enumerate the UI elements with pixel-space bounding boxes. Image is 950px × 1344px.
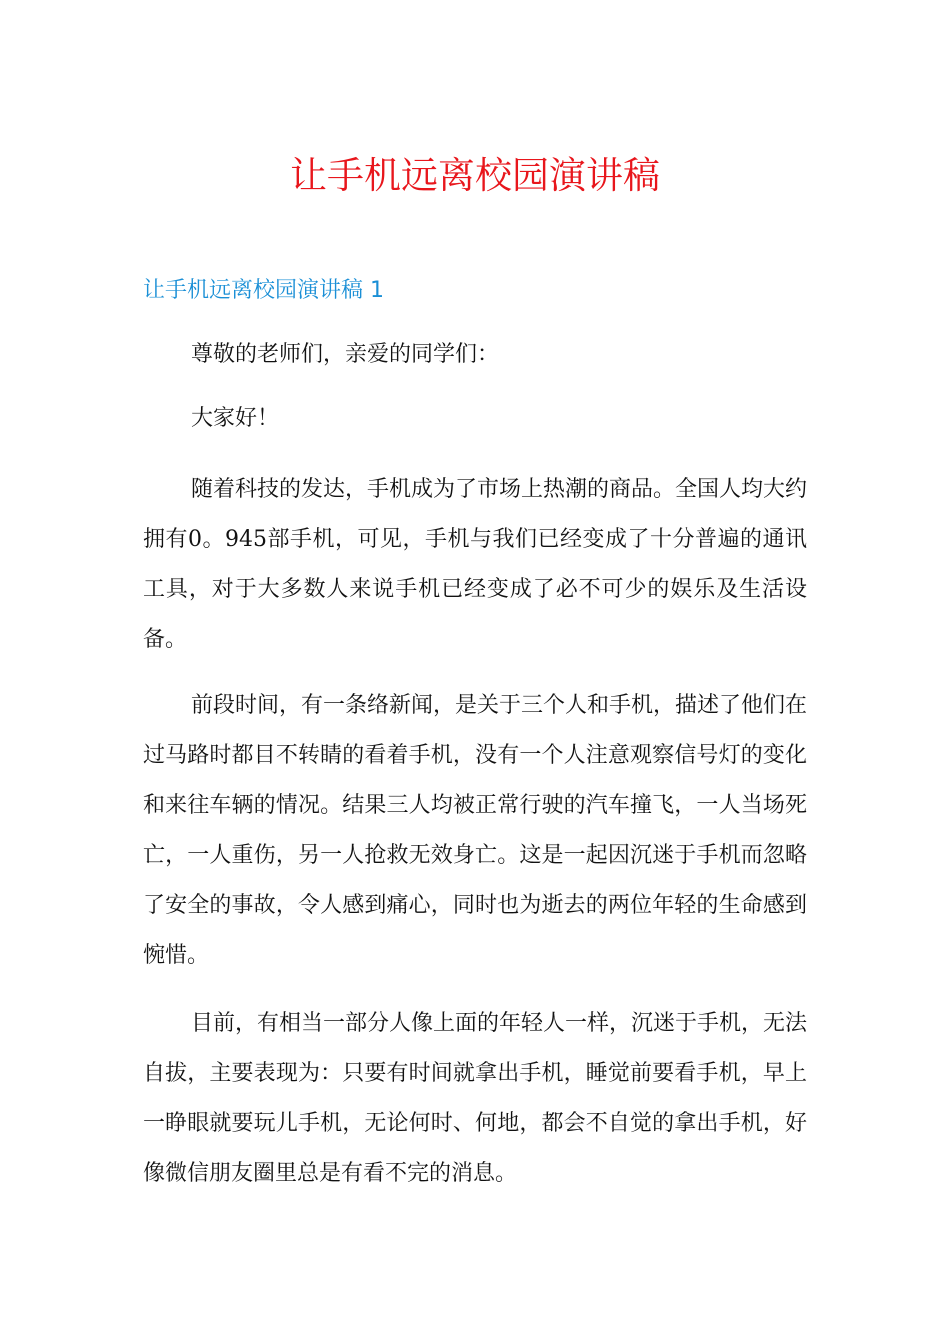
paragraph-phone-addiction: 目前，有相当一部分人像上面的年轻人一样，沉迷于手机，无法自拔，主要表现为：只要有时间就拿出手机，睡觉前要看手机，早上一睁眼就要玩儿手机，无论何时、何地，都会不自觉的拿出手机，好像微信朋友圈里总是有看不完的消息。 (143, 1011, 808, 1186)
salutation-line: 大家好！ (191, 406, 280, 431)
paragraph-technology: 随着科技的发达，手机成为了市场上热潮的商品。全国人均大约拥有0。945部手机，可见，手机与我们已经变成了十分普遍的通讯工具，对于大多数人来说手机已经变成了必不可少的娱乐及生活设备。 (143, 477, 808, 652)
document-title: 让手机远离校园演讲稿 (290, 154, 660, 197)
greeting-line: 尊敬的老师们，亲爱的同学们： (191, 342, 500, 367)
paragraph-news-accident: 前段时间，有一条络新闻，是关于三个人和手机，描述了他们在过马路时都目不转睛的看着手机，没有一个人注意观察信号灯的变化和来往车辆的情况。结果三人均被正常行驶的汽车撞飞，一人当场死亡，一人重伤，另一人抢救无效身亡。这是一起因沉迷于手机而忽略了安全的事故，令人感到痛心，同时也为逝去的两位年轻的生命感到惋惜。 (143, 693, 808, 968)
section-heading: 让手机远离校园演讲稿 1 (143, 278, 384, 303)
